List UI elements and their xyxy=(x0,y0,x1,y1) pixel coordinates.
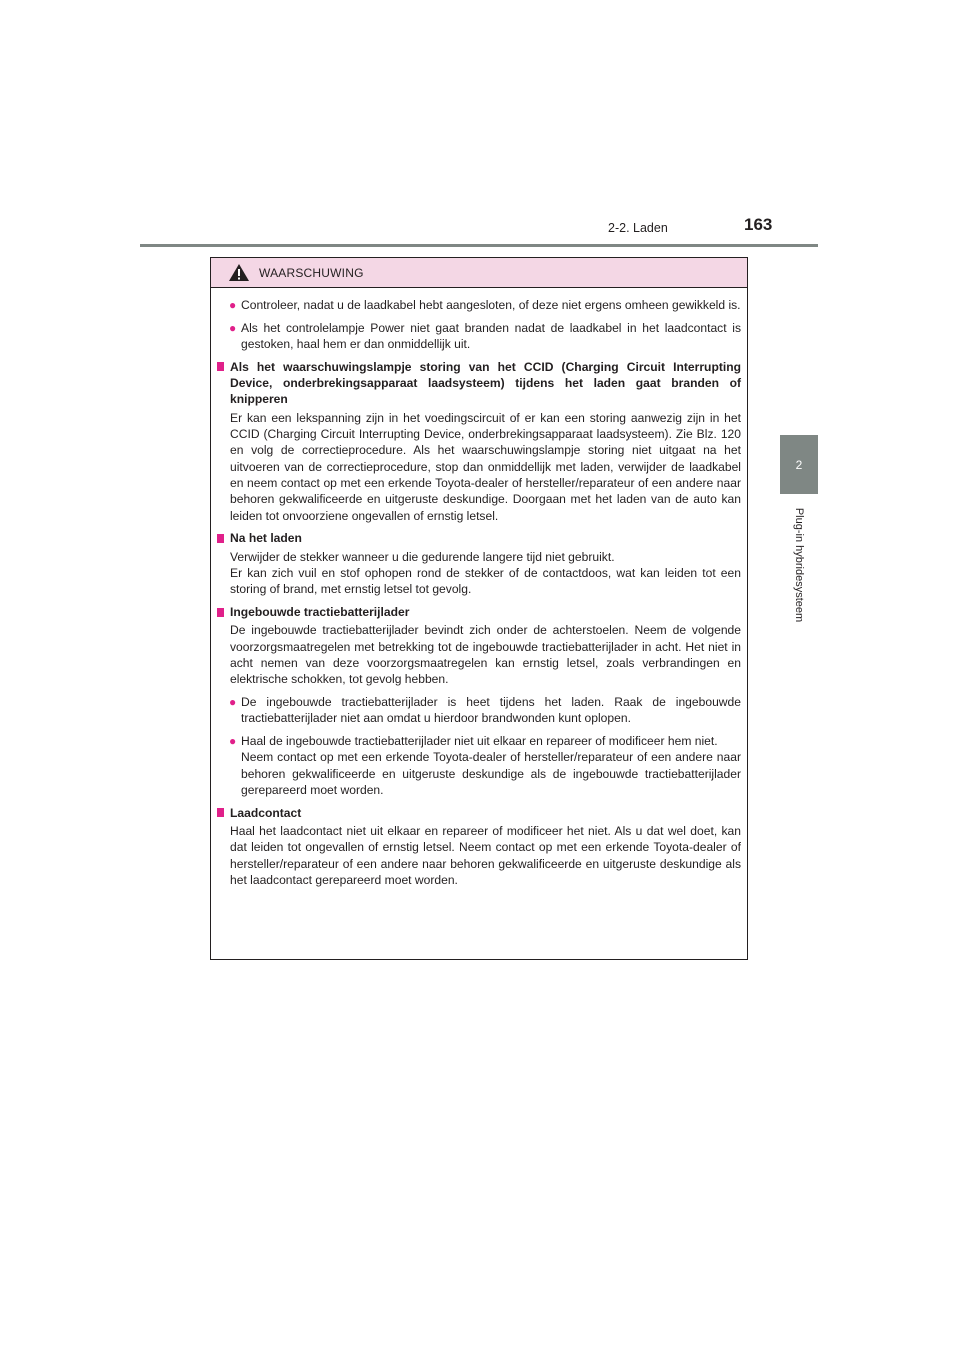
section-heading-row xyxy=(217,805,741,821)
square-bullet-icon xyxy=(217,608,224,617)
section-heading-row xyxy=(217,359,741,408)
warning-bullet-text: Als het controlelampje Power niet gaat branden nadat de laadkabel in het laadcontact is gestoken, haal hem er dan onmiddellijk uit. xyxy=(241,320,741,352)
page-number: 163 xyxy=(744,215,773,234)
square-bullet-icon xyxy=(217,362,224,371)
section-ccid xyxy=(217,359,741,524)
warning-triangle-icon xyxy=(228,263,250,282)
section-bullet-text xyxy=(241,733,741,798)
section-text: Haal het laadcontact niet uit elkaar en repareer of modificeer het niet. Als u dat wel doet, kan dat leiden tot ongevallen of ernstig letsel. Neem contact op met een erkende Toyota-dealer of hersteller/reparateur of een andere naar behoren gekwalificeerde en uitgeruste deskundige als het laadcontact gerepareerd moet worden. xyxy=(230,824,741,887)
section-bullet-line: Haal de ingebouwde tractiebatterijlader niet uit elkaar en repareer of modificeer hem niet. xyxy=(241,734,718,749)
warning-box xyxy=(210,257,748,960)
section-text-line: Er kan zich vuil en stof ophopen rond de stekker of de contactdoos, wat kan leiden tot een storing of brand, met ernstig letsel tot gevolg. xyxy=(230,565,741,597)
warning-header xyxy=(211,258,747,288)
warning-bullet-text: Controleer, nadat u de laadkabel hebt aangesloten, of deze niet ergens omheen gewikkeld is. xyxy=(241,298,741,312)
bullet-dot-icon: ● xyxy=(229,695,237,710)
section-text xyxy=(230,549,741,598)
chapter-side-label: Plug-in hybridesysteem xyxy=(793,507,805,623)
section-text: Er kan een lekspanning zijn in het voedingscircuit of er kan een storing aanwezig zijn in het CCID (Charging Circuit Interrupting Device, onderbrekingsapparaat laadsysteem). Zie Blz. 120 en volg de correctieprocedure. Als het waarschuwingslampje storing niet uitgaat na het uitvoeren van de correctieprocedure, stop dan onmiddellijk met laden, verwijder de laadkabel en neem contact op met een erkende Toyota-dealer of hersteller/reparateur of een andere naar behoren gekwalificeerde en uitgeruste deskundige. Doorgaan met het laden van de auto kan leiden tot onvoorziene ongevallen of ernstig letsel. xyxy=(230,410,741,523)
warning-title: WAARSCHUWING xyxy=(259,265,364,280)
chapter-tab-number: 2 xyxy=(795,457,803,472)
header-section-title: 2-2. Laden xyxy=(608,221,668,235)
section-tractiebatterijlader xyxy=(217,604,741,798)
section-text-line: Verwijder de stekker wanneer u die gedurende langere tijd niet gebruikt. xyxy=(230,549,615,564)
section-bullet-line: De ingebouwde tractiebatterijlader is heet tijdens het laden. Raak de ingebouwde tractiebatterijlader niet aan omdat u hierdoor brandwonden kunt oplopen. xyxy=(241,695,741,726)
warning-bullet xyxy=(217,320,741,353)
warning-bullet xyxy=(217,297,741,313)
square-bullet-icon xyxy=(217,808,224,817)
section-heading: Na het laden xyxy=(230,531,302,546)
section-heading: Laadcontact xyxy=(230,805,302,820)
section-laadcontact xyxy=(217,805,741,888)
section-bullet xyxy=(217,694,741,727)
square-bullet-icon xyxy=(217,534,224,543)
section-na-het-laden xyxy=(217,530,741,597)
section-bullet-line: Neem contact op met een erkende Toyota-dealer of hersteller/reparateur of een andere naar behoren gekwalificeerde en uitgeruste deskundige als de ingebouwde tractiebatterijlader gerepareerd moet worden. xyxy=(241,750,741,798)
section-bullet-text xyxy=(241,694,741,727)
bullet-dot-icon: ● xyxy=(229,734,237,749)
section-heading: Ingebouwde tractiebatterijlader xyxy=(230,605,410,620)
chapter-tab xyxy=(780,435,818,494)
section-heading-row xyxy=(217,530,741,546)
section-heading-row xyxy=(217,604,741,620)
section-text: De ingebouwde tractiebatterijlader bevindt zich onder de achterstoelen. Neem de volgende voorzorgsmaatregelen met betrekking tot de ingebouwde tractiebatterijlader in acht. Het niet in acht nemen van deze voorzorgsmaatregelen kan ernstig letsel, zoals verbrandingen en elektrische schokken, tot gevolg hebben. xyxy=(230,623,741,687)
bullet-dot-icon: ● xyxy=(229,298,237,312)
section-heading: Als het waarschuwingslampje storing van het CCID (Charging Circuit Interrupting Device, onderbrekingsapparaat laadsysteem) tijdens het laden gaat branden of knipperen xyxy=(230,359,741,407)
bullet-dot-icon: ● xyxy=(229,320,237,335)
section-bullet xyxy=(217,733,741,798)
warning-body xyxy=(211,288,747,888)
header-rule xyxy=(140,244,818,247)
